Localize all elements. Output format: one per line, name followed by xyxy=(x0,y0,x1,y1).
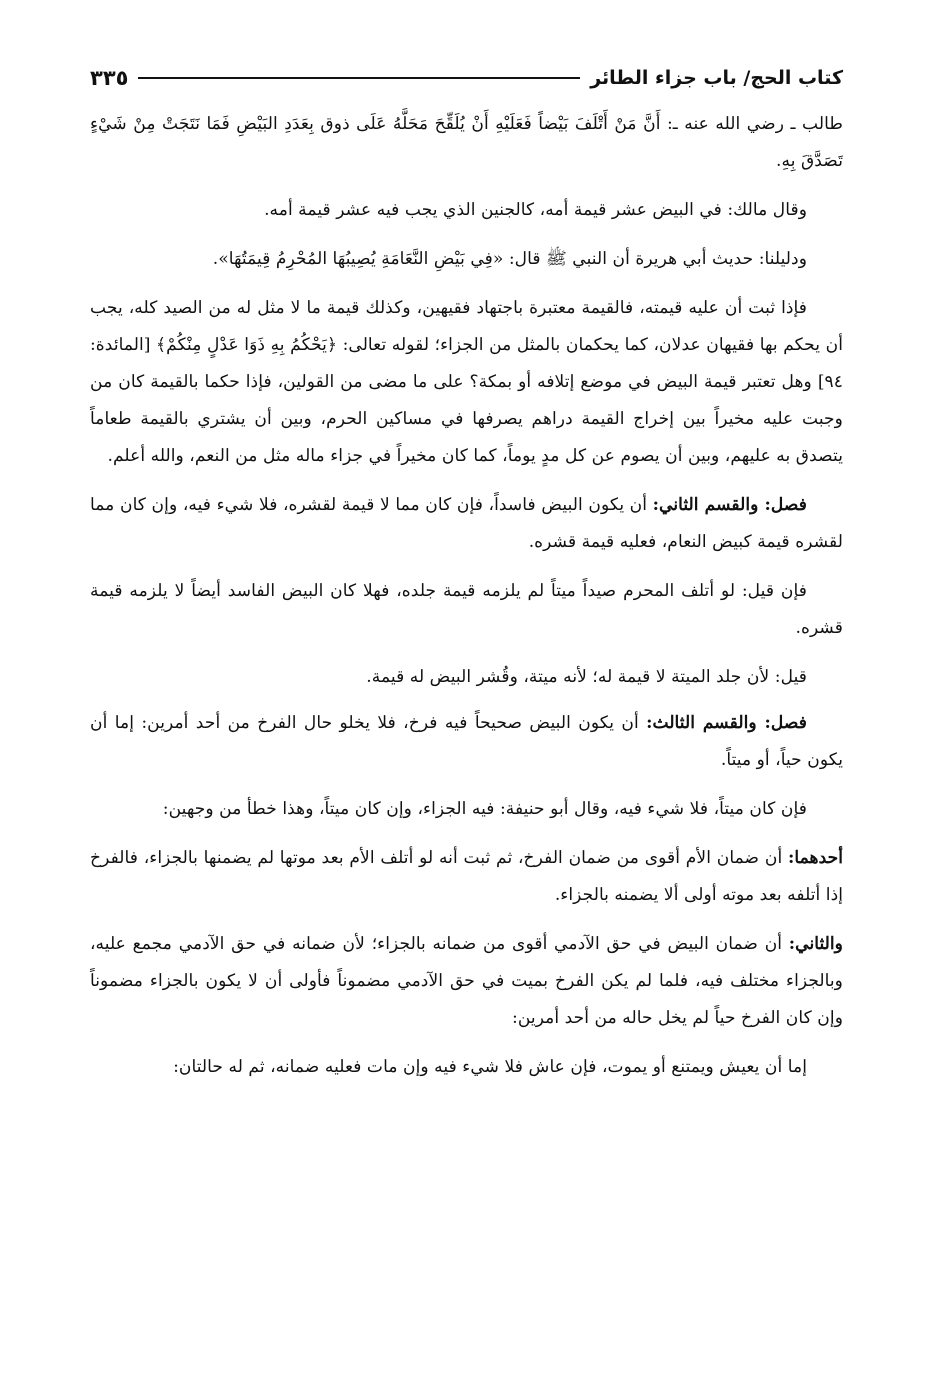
paragraph-text: وقال مالك: في البيض عشر قيمة أمه، كالجنين الذي يجب فيه عشر قيمة أمه. xyxy=(264,200,807,220)
book-page xyxy=(90,58,843,1376)
page-number: ٣٣٥ xyxy=(90,66,129,90)
chapter-title: كتاب الحج/ باب جزاء الطائر xyxy=(590,67,843,89)
header-rule xyxy=(138,77,580,79)
paragraph-text: قيل: لأن جلد الميتة لا قيمة له؛ لأنه ميتة، وقُشر البيض له قيمة. xyxy=(366,667,807,687)
paragraph-text: ودليلنا: حديث أبي هريرة أن النبي ﷺ قال: «فِي بَيْضِ النَّعَامَةِ يُصِيبُهَا المُحْرِمُ قِيمَتُهَا». xyxy=(212,249,807,269)
paragraph-text: إما أن يعيش ويمتنع أو يموت، فإن عاش فلا شيء فيه وإن مات فعليه ضمانه، ثم له حالتان: xyxy=(173,1057,807,1077)
paragraph-10 xyxy=(90,840,843,914)
paragraph-text: أن ضمان البيض في حق الآدمي أقوى من ضمانه بالجزاء؛ لأن ضمانه في حق الآدمي مجمع عليه، وبالجزاء مختلف فيه، فلما لم يكن الفرخ بميت في حق الآدمي مضموناً فأولى أن لا يكون بالجزاء مضموناً وإن كان الفرخ حياً لم يخل حاله من أحد أمرين: xyxy=(90,934,843,1028)
page-body xyxy=(90,106,843,1086)
paragraph-1 xyxy=(90,106,843,180)
paragraph-text: طالب ـ رضي الله عنه ـ: أَنَّ مَنْ أَتْلَفَ بَيْضاً فَعَلَيْهِ أَنْ يُلَقِّحَ مَحَلَّهُ عَلَى ذوق بِعَدَدِ البَيْضِ فَمَا نَتَجَتْ مِنْ شَيْءٍ تَصَدَّقَ بِهِ. xyxy=(90,114,843,171)
point-heading: أحدهما: xyxy=(787,848,843,868)
section-heading: فصل: والقسم الثالث: xyxy=(646,713,807,733)
section-heading: فصل: والقسم الثاني: xyxy=(652,495,807,515)
paragraph-2 xyxy=(90,192,843,229)
paragraph-text: فإذا ثبت أن عليه قيمته، فالقيمة معتبرة باجتهاد فقيهين، وكذلك قيمة ما لا مثل له من الصيد كله، يجب أن يحكم بها فقيهان عدلان، كما يحكمان بالمثل من الجزاء؛ لقوله تعالى: ﴿يَحْكُمُ بِهِ ذَوَا عَدْلٍ مِنْكُمْ﴾ [المائدة: ٩٤] وهل تعتبر قيمة البيض في موضع إتلافه أو بمكة؟ على ما مضى من القولين، فإذا حكما بالقيمة كان من وجبت عليه مخيراً بين إخراج القيمة دراهم يصرفها في مساكين الحرم، وبين أن يشتري بالقيمة طعاماً يتصدق به عليهم، وبين أن يصوم عن كل مدٍ يوماً، كما كان مخيراً في جزاء ماله مثل من النعم، والله أعلم. xyxy=(90,298,843,466)
paragraph-6 xyxy=(90,573,843,647)
paragraph-4 xyxy=(90,290,843,475)
paragraph-text: أن يكون البيض فاسداً، فإن كان مما لا قيمة لقشره، فلا شيء فيه، وإن كان مما لقشره قيمة كبيض النعام، فعليه قيمة قشره. xyxy=(90,495,843,552)
paragraph-3 xyxy=(90,241,843,278)
paragraph-text: فإن قيل: لو أتلف المحرم صيداً ميتاً لم يلزمه قيمة جلده، فهلا كان البيض الفاسد أيضاً لا يلزمه قيمة قشره. xyxy=(90,581,843,638)
paragraph-text: أن يكون البيض صحيحاً فيه فرخ، فلا يخلو حال الفرخ من أحد أمرين: إما أن يكون حياً، أو ميتاً. xyxy=(90,713,843,770)
paragraph-text: أن ضمان الأم أقوى من ضمان الفرخ، ثم ثبت أنه لو أتلف الأم بعد موتها لم يضمنها بالجزاء، فالفرخ إذا أتلفه بعد موته أولى ألا يضمنه بالجزاء. xyxy=(90,848,843,905)
paragraph-5 xyxy=(90,487,843,561)
paragraph-11 xyxy=(90,926,843,1037)
running-header xyxy=(90,58,843,98)
paragraph-8 xyxy=(90,705,843,779)
paragraph-7 xyxy=(90,659,843,696)
paragraph-12 xyxy=(90,1049,843,1086)
point-heading: والثاني: xyxy=(788,934,843,954)
paragraph-9 xyxy=(90,791,843,828)
paragraph-text: فإن كان ميتاً، فلا شيء فيه، وقال أبو حنيفة: فيه الجزاء، وإن كان ميتاً، وهذا خطأ من وجهين: xyxy=(162,799,807,819)
